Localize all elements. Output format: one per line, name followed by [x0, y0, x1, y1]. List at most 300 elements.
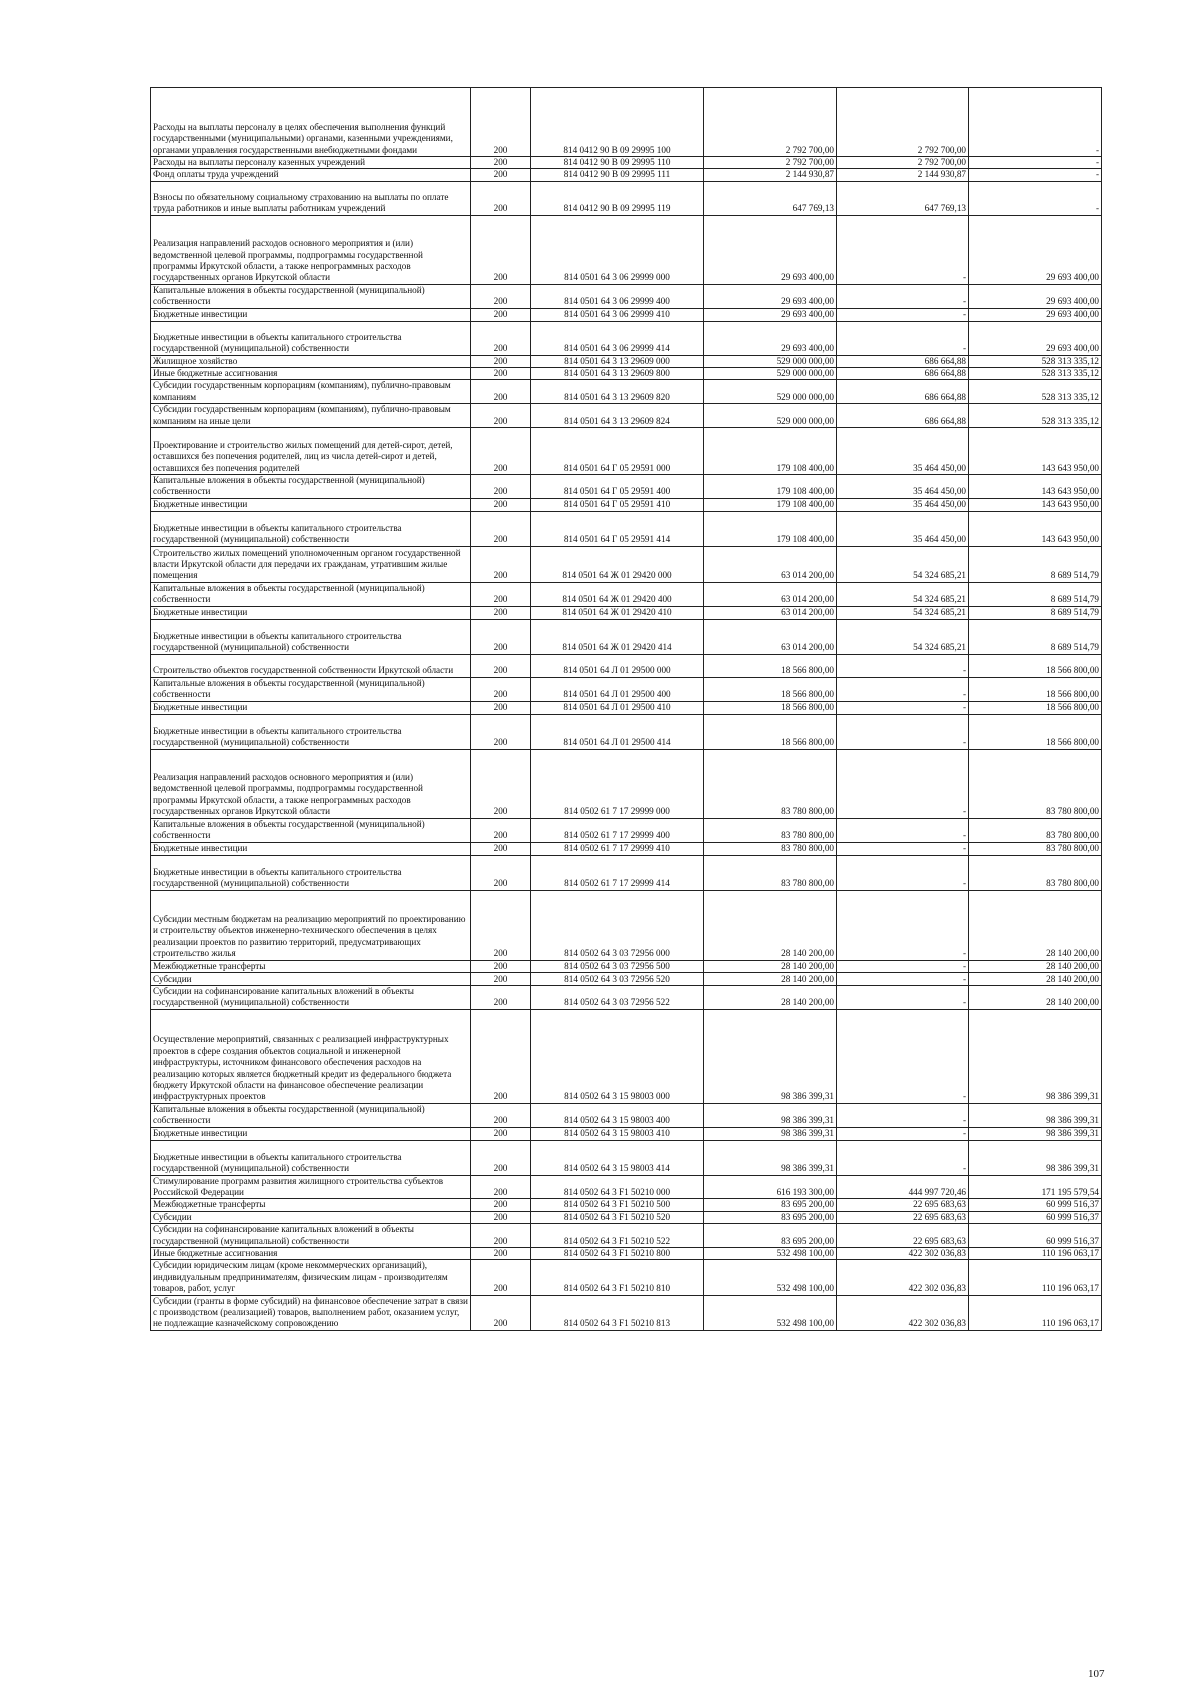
cell-approved-amount: 28 140 200,00 [704, 960, 837, 972]
cell-classification-code: 814 0501 64 3 06 29999 000 [531, 215, 704, 284]
cell-name: Капитальные вложения в объекты государственной (муниципальной) собственности [151, 284, 471, 308]
cell-approved-amount: 529 000 000,00 [704, 404, 837, 428]
cell-executed-amount: - [837, 1140, 969, 1175]
cell-approved-amount: 18 566 800,00 [704, 677, 837, 701]
cell-classification-code: 814 0501 64 Г 05 29591 400 [531, 475, 704, 499]
cell-unexecuted-amount: 28 140 200,00 [969, 972, 1102, 985]
table-row [151, 157, 1102, 169]
table-row [151, 677, 1102, 701]
cell-line-code: 200 [471, 404, 531, 428]
cell-unexecuted-amount: 18 566 800,00 [969, 701, 1102, 714]
cell-classification-code: 814 0501 64 3 13 29609 824 [531, 404, 704, 428]
cell-unexecuted-amount: 29 693 400,00 [969, 215, 1102, 284]
cell-classification-code: 814 0502 64 3 03 72956 520 [531, 972, 704, 985]
cell-approved-amount: 529 000 000,00 [704, 380, 837, 404]
cell-classification-code: 814 0502 64 3 F1 50210 810 [531, 1260, 704, 1295]
table-row [151, 606, 1102, 619]
cell-executed-amount: 444 997 720,46 [837, 1175, 969, 1199]
cell-unexecuted-amount: - [969, 88, 1102, 157]
cell-line-code: 200 [471, 428, 531, 475]
cell-executed-amount: 35 464 450,00 [837, 475, 969, 499]
cell-line-code: 200 [471, 855, 531, 890]
cell-line-code: 200 [471, 368, 531, 380]
table-row [151, 654, 1102, 677]
table-row [151, 546, 1102, 582]
cell-name: Бюджетные инвестиции [151, 701, 471, 714]
cell-name: Капитальные вложения в объекты государственной (муниципальной) собственности [151, 818, 471, 842]
cell-executed-amount: - [837, 701, 969, 714]
cell-unexecuted-amount: 28 140 200,00 [969, 890, 1102, 960]
cell-line-code: 200 [471, 284, 531, 308]
cell-executed-amount: 54 324 685,21 [837, 606, 969, 619]
cell-classification-code: 814 0412 90 В 09 29995 111 [531, 169, 704, 181]
cell-executed-amount: 22 695 683,63 [837, 1199, 969, 1211]
cell-name: Строительство жилых помещений уполномоченным органом государственной власти Иркутской области для передачи их гражданам, утратившим жилые помещения [151, 546, 471, 582]
cell-unexecuted-amount: 83 780 800,00 [969, 749, 1102, 818]
cell-name: Капитальные вложения в объекты государственной (муниципальной) собственности [151, 677, 471, 701]
cell-name: Межбюджетные трансферты [151, 960, 471, 972]
cell-approved-amount: 179 108 400,00 [704, 511, 837, 546]
cell-unexecuted-amount: 98 386 399,31 [969, 1140, 1102, 1175]
cell-name: Осуществление мероприятий, связанных с реализацией инфраструктурных проектов в сфере создания объектов социальной и инженерной инфраструктуры, источником финансового обеспечения расходов на реализацию которых является бюджетный кредит из федерального бюджета бюджету Иркутской области на финансовое обеспечение реализации инфраструктурных проектов [151, 1009, 471, 1103]
cell-name: Субсидии государственным корпорациям (компаниям), публично-правовым компаниям [151, 380, 471, 404]
cell-unexecuted-amount: - [969, 169, 1102, 181]
cell-name: Бюджетные инвестиции [151, 308, 471, 321]
cell-unexecuted-amount: 528 313 335,12 [969, 355, 1102, 367]
cell-name: Строительство объектов государственной собственности Иркутской области [151, 654, 471, 677]
cell-approved-amount: 532 498 100,00 [704, 1247, 837, 1259]
cell-approved-amount: 98 386 399,31 [704, 1103, 837, 1127]
cell-approved-amount: 98 386 399,31 [704, 1140, 837, 1175]
cell-name: Жилищное хозяйство [151, 355, 471, 367]
cell-unexecuted-amount: 28 140 200,00 [969, 960, 1102, 972]
cell-executed-amount: 22 695 683,63 [837, 1224, 969, 1248]
cell-line-code: 200 [471, 842, 531, 855]
cell-line-code: 200 [471, 619, 531, 654]
cell-approved-amount: 18 566 800,00 [704, 654, 837, 677]
cell-line-code: 200 [471, 1199, 531, 1211]
cell-line-code: 200 [471, 1211, 531, 1223]
cell-approved-amount: 29 693 400,00 [704, 308, 837, 321]
cell-name: Стимулирование программ развития жилищного строительства субъектов Российской Федерации [151, 1175, 471, 1199]
cell-line-code: 200 [471, 749, 531, 818]
cell-unexecuted-amount: 110 196 063,17 [969, 1260, 1102, 1295]
cell-classification-code: 814 0412 90 В 09 29995 110 [531, 157, 704, 169]
cell-name: Бюджетные инвестиции в объекты капитального строительства государственной (муниципальной) собственности [151, 855, 471, 890]
cell-approved-amount: 179 108 400,00 [704, 428, 837, 475]
budget-table-container [150, 87, 1101, 1331]
cell-executed-amount: 54 324 685,21 [837, 546, 969, 582]
cell-name: Бюджетные инвестиции [151, 606, 471, 619]
cell-classification-code: 814 0502 64 3 03 72956 500 [531, 960, 704, 972]
table-row [151, 855, 1102, 890]
cell-approved-amount: 179 108 400,00 [704, 498, 837, 511]
cell-unexecuted-amount: 83 780 800,00 [969, 842, 1102, 855]
cell-unexecuted-amount: 83 780 800,00 [969, 855, 1102, 890]
cell-executed-amount: - [837, 308, 969, 321]
cell-name: Субсидии на софинансирование капитальных вложений в объекты государственной (муниципальной) собственности [151, 1224, 471, 1248]
cell-name: Бюджетные инвестиции в объекты капитального строительства государственной (муниципальной) собственности [151, 619, 471, 654]
cell-classification-code: 814 0412 90 В 09 29995 100 [531, 88, 704, 157]
cell-unexecuted-amount: 8 689 514,79 [969, 619, 1102, 654]
cell-executed-amount: - [837, 749, 969, 818]
table-row [151, 1175, 1102, 1199]
table-row [151, 890, 1102, 960]
cell-approved-amount: 63 014 200,00 [704, 619, 837, 654]
cell-executed-amount: 54 324 685,21 [837, 582, 969, 606]
cell-approved-amount: 2 792 700,00 [704, 88, 837, 157]
cell-executed-amount: - [837, 890, 969, 960]
table-row [151, 985, 1102, 1009]
cell-line-code: 200 [471, 181, 531, 215]
cell-executed-amount: 54 324 685,21 [837, 619, 969, 654]
cell-classification-code: 814 0501 64 Ж 01 29420 400 [531, 582, 704, 606]
table-row [151, 842, 1102, 855]
cell-unexecuted-amount: 29 693 400,00 [969, 284, 1102, 308]
cell-classification-code: 814 0501 64 Г 05 29591 000 [531, 428, 704, 475]
cell-name: Субсидии местным бюджетам на реализацию мероприятий по проектированию и строительству объектов инженерно-технического обеспечения в целях реализации проектов по развитию территорий, предусматривающих строительство жилья [151, 890, 471, 960]
cell-line-code: 200 [471, 1127, 531, 1140]
cell-classification-code: 814 0501 64 Г 05 29591 414 [531, 511, 704, 546]
cell-name: Фонд оплаты труда учреждений [151, 169, 471, 181]
table-row [151, 368, 1102, 380]
table-row [151, 582, 1102, 606]
cell-executed-amount: - [837, 215, 969, 284]
table-row [151, 1260, 1102, 1295]
cell-unexecuted-amount: 29 693 400,00 [969, 321, 1102, 355]
cell-classification-code: 814 0502 64 3 F1 50210 522 [531, 1224, 704, 1248]
cell-approved-amount: 98 386 399,31 [704, 1009, 837, 1103]
cell-classification-code: 814 0502 64 3 15 98003 414 [531, 1140, 704, 1175]
cell-approved-amount: 18 566 800,00 [704, 701, 837, 714]
cell-unexecuted-amount: 18 566 800,00 [969, 654, 1102, 677]
cell-executed-amount: 647 769,13 [837, 181, 969, 215]
table-row [151, 749, 1102, 818]
cell-line-code: 200 [471, 582, 531, 606]
cell-classification-code: 814 0502 61 7 17 29999 000 [531, 749, 704, 818]
cell-classification-code: 814 0502 61 7 17 29999 400 [531, 818, 704, 842]
cell-line-code: 200 [471, 1009, 531, 1103]
cell-classification-code: 814 0501 64 3 13 29609 000 [531, 355, 704, 367]
cell-executed-amount: - [837, 972, 969, 985]
cell-unexecuted-amount: 29 693 400,00 [969, 308, 1102, 321]
cell-name: Капитальные вложения в объекты государственной (муниципальной) собственности [151, 1103, 471, 1127]
cell-approved-amount: 83 780 800,00 [704, 842, 837, 855]
table-row [151, 1211, 1102, 1223]
cell-approved-amount: 98 386 399,31 [704, 1127, 837, 1140]
cell-line-code: 200 [471, 1260, 531, 1295]
cell-name: Расходы на выплаты персоналу в целях обеспечения выполнения функций государственными (муниципальными) органами, казенными учреждениями, органами управления государственными внебюджетными фондами [151, 88, 471, 157]
cell-line-code: 200 [471, 88, 531, 157]
cell-name: Бюджетные инвестиции в объекты капитального строительства государственной (муниципальной) собственности [151, 714, 471, 749]
cell-unexecuted-amount: - [969, 157, 1102, 169]
cell-line-code: 200 [471, 321, 531, 355]
cell-name: Бюджетные инвестиции [151, 842, 471, 855]
cell-executed-amount: - [837, 985, 969, 1009]
cell-approved-amount: 83 780 800,00 [704, 818, 837, 842]
cell-name: Реализация направлений расходов основного мероприятия и (или) ведомственной целевой программы, подпрограммы государственной программы Иркутской области, а также непрограммных расходов государственных органов Иркутской области [151, 215, 471, 284]
table-row [151, 215, 1102, 284]
cell-name: Бюджетные инвестиции [151, 498, 471, 511]
cell-executed-amount: - [837, 321, 969, 355]
cell-executed-amount: - [837, 677, 969, 701]
table-row [151, 1009, 1102, 1103]
cell-executed-amount: - [837, 654, 969, 677]
cell-line-code: 200 [471, 606, 531, 619]
cell-classification-code: 814 0502 64 3 F1 50210 500 [531, 1199, 704, 1211]
cell-name: Иные бюджетные ассигнования [151, 368, 471, 380]
table-row [151, 619, 1102, 654]
cell-unexecuted-amount: 528 313 335,12 [969, 380, 1102, 404]
cell-line-code: 200 [471, 475, 531, 499]
cell-line-code: 200 [471, 714, 531, 749]
cell-executed-amount: - [837, 842, 969, 855]
cell-executed-amount: 35 464 450,00 [837, 428, 969, 475]
cell-name: Субсидии (гранты в форме субсидий) на финансовое обеспечение затрат в связи с производством (реализацией) товаров, выполнением работ, оказанием услуг, не подлежащие казначейскому сопровождению [151, 1295, 471, 1330]
cell-name: Субсидии государственным корпорациям (компаниям), публично-правовым компаниям на иные цели [151, 404, 471, 428]
cell-executed-amount: 2 792 700,00 [837, 88, 969, 157]
cell-executed-amount: - [837, 960, 969, 972]
cell-name: Межбюджетные трансферты [151, 1199, 471, 1211]
cell-classification-code: 814 0502 64 3 F1 50210 520 [531, 1211, 704, 1223]
table-row [151, 1224, 1102, 1248]
table-row [151, 818, 1102, 842]
cell-name: Иные бюджетные ассигнования [151, 1247, 471, 1259]
cell-name: Субсидии на софинансирование капитальных вложений в объекты государственной (муниципальной) собственности [151, 985, 471, 1009]
cell-executed-amount: 422 302 036,83 [837, 1247, 969, 1259]
table-row [151, 308, 1102, 321]
cell-approved-amount: 83 695 200,00 [704, 1199, 837, 1211]
cell-line-code: 200 [471, 1224, 531, 1248]
cell-classification-code: 814 0501 64 Л 01 29500 414 [531, 714, 704, 749]
cell-line-code: 200 [471, 960, 531, 972]
cell-line-code: 200 [471, 654, 531, 677]
cell-executed-amount: - [837, 818, 969, 842]
cell-name: Капитальные вложения в объекты государственной (муниципальной) собственности [151, 582, 471, 606]
table-row [151, 511, 1102, 546]
cell-name: Бюджетные инвестиции [151, 1127, 471, 1140]
cell-line-code: 200 [471, 890, 531, 960]
cell-classification-code: 814 0412 90 В 09 29995 119 [531, 181, 704, 215]
cell-approved-amount: 83 695 200,00 [704, 1211, 837, 1223]
cell-approved-amount: 2 144 930,87 [704, 169, 837, 181]
cell-approved-amount: 179 108 400,00 [704, 475, 837, 499]
page-number: 107 [1088, 1668, 1105, 1680]
budget-execution-table [150, 87, 1102, 1331]
cell-name: Проектирование и строительство жилых помещений для детей-сирот, детей, оставшихся без попечения родителей, лиц из числа детей-сирот и детей, оставшихся без попечения родителей [151, 428, 471, 475]
cell-line-code: 200 [471, 985, 531, 1009]
cell-name: Бюджетные инвестиции в объекты капитального строительства государственной (муниципальной) собственности [151, 321, 471, 355]
cell-line-code: 200 [471, 972, 531, 985]
cell-classification-code: 814 0501 64 Л 01 29500 410 [531, 701, 704, 714]
cell-approved-amount: 529 000 000,00 [704, 368, 837, 380]
cell-classification-code: 814 0502 64 3 15 98003 410 [531, 1127, 704, 1140]
cell-classification-code: 814 0502 64 3 03 72956 522 [531, 985, 704, 1009]
table-row [151, 321, 1102, 355]
cell-approved-amount: 83 780 800,00 [704, 855, 837, 890]
table-row [151, 1103, 1102, 1127]
cell-classification-code: 814 0501 64 Ж 01 29420 410 [531, 606, 704, 619]
cell-executed-amount: - [837, 714, 969, 749]
cell-unexecuted-amount: 110 196 063,17 [969, 1295, 1102, 1330]
cell-approved-amount: 29 693 400,00 [704, 215, 837, 284]
cell-executed-amount: - [837, 1103, 969, 1127]
cell-executed-amount: - [837, 284, 969, 308]
cell-line-code: 200 [471, 1175, 531, 1199]
cell-unexecuted-amount: 143 643 950,00 [969, 498, 1102, 511]
cell-approved-amount: 18 566 800,00 [704, 714, 837, 749]
cell-name: Субсидии [151, 1211, 471, 1223]
cell-line-code: 200 [471, 1295, 531, 1330]
cell-classification-code: 814 0501 64 Л 01 29500 400 [531, 677, 704, 701]
cell-classification-code: 814 0501 64 Л 01 29500 000 [531, 654, 704, 677]
table-row [151, 428, 1102, 475]
cell-classification-code: 814 0501 64 Ж 01 29420 000 [531, 546, 704, 582]
cell-classification-code: 814 0502 61 7 17 29999 414 [531, 855, 704, 890]
cell-name: Взносы по обязательному социальному страхованию на выплаты по оплате труда работников и иные выплаты работникам учреждений [151, 181, 471, 215]
cell-unexecuted-amount: 143 643 950,00 [969, 475, 1102, 499]
table-row [151, 972, 1102, 985]
table-row [151, 1247, 1102, 1259]
cell-name: Капитальные вложения в объекты государственной (муниципальной) собственности [151, 475, 471, 499]
cell-executed-amount: - [837, 1127, 969, 1140]
cell-approved-amount: 83 780 800,00 [704, 749, 837, 818]
table-row [151, 169, 1102, 181]
cell-line-code: 200 [471, 355, 531, 367]
table-row [151, 1295, 1102, 1330]
cell-classification-code: 814 0502 64 3 15 98003 000 [531, 1009, 704, 1103]
cell-executed-amount: 686 664,88 [837, 380, 969, 404]
cell-approved-amount: 63 014 200,00 [704, 582, 837, 606]
cell-name: Реализация направлений расходов основного мероприятия и (или) ведомственной целевой программы, подпрограммы государственной программы Иркутской области, а также непрограммных расходов государственных органов Иркутской области [151, 749, 471, 818]
cell-executed-amount: 2 144 930,87 [837, 169, 969, 181]
cell-classification-code: 814 0502 61 7 17 29999 410 [531, 842, 704, 855]
cell-classification-code: 814 0501 64 3 06 29999 410 [531, 308, 704, 321]
cell-unexecuted-amount: 98 386 399,31 [969, 1127, 1102, 1140]
cell-approved-amount: 616 193 300,00 [704, 1175, 837, 1199]
table-row [151, 355, 1102, 367]
table-row [151, 284, 1102, 308]
cell-line-code: 200 [471, 1247, 531, 1259]
cell-classification-code: 814 0501 64 3 13 29609 820 [531, 380, 704, 404]
cell-executed-amount: 2 792 700,00 [837, 157, 969, 169]
cell-approved-amount: 532 498 100,00 [704, 1295, 837, 1330]
cell-executed-amount: - [837, 1009, 969, 1103]
cell-classification-code: 814 0501 64 Ж 01 29420 414 [531, 619, 704, 654]
cell-approved-amount: 28 140 200,00 [704, 985, 837, 1009]
table-row [151, 181, 1102, 215]
cell-executed-amount: 35 464 450,00 [837, 498, 969, 511]
cell-approved-amount: 647 769,13 [704, 181, 837, 215]
cell-unexecuted-amount: 143 643 950,00 [969, 511, 1102, 546]
table-row [151, 380, 1102, 404]
cell-line-code: 200 [471, 215, 531, 284]
cell-unexecuted-amount: 98 386 399,31 [969, 1103, 1102, 1127]
cell-line-code: 200 [471, 677, 531, 701]
cell-unexecuted-amount: 8 689 514,79 [969, 582, 1102, 606]
cell-executed-amount: 422 302 036,83 [837, 1295, 969, 1330]
cell-unexecuted-amount: 528 313 335,12 [969, 368, 1102, 380]
cell-name: Бюджетные инвестиции в объекты капитального строительства государственной (муниципальной) собственности [151, 511, 471, 546]
cell-unexecuted-amount: 171 195 579,54 [969, 1175, 1102, 1199]
cell-line-code: 200 [471, 1140, 531, 1175]
cell-unexecuted-amount: 528 313 335,12 [969, 404, 1102, 428]
cell-classification-code: 814 0502 64 3 F1 50210 813 [531, 1295, 704, 1330]
cell-name: Субсидии [151, 972, 471, 985]
table-row [151, 475, 1102, 499]
cell-approved-amount: 29 693 400,00 [704, 321, 837, 355]
cell-line-code: 200 [471, 818, 531, 842]
table-body [151, 88, 1102, 1331]
cell-approved-amount: 83 695 200,00 [704, 1224, 837, 1248]
cell-unexecuted-amount: 110 196 063,17 [969, 1247, 1102, 1259]
cell-classification-code: 814 0502 64 3 15 98003 400 [531, 1103, 704, 1127]
table-row [151, 498, 1102, 511]
cell-approved-amount: 28 140 200,00 [704, 890, 837, 960]
cell-line-code: 200 [471, 157, 531, 169]
cell-executed-amount: 686 664,88 [837, 368, 969, 380]
cell-classification-code: 814 0502 64 3 03 72956 000 [531, 890, 704, 960]
cell-name: Субсидии юридическим лицам (кроме некоммерческих организаций), индивидуальным предпринимателям, физическим лицам - производителям товаров, работ, услуг [151, 1260, 471, 1295]
cell-name: Бюджетные инвестиции в объекты капитального строительства государственной (муниципальной) собственности [151, 1140, 471, 1175]
cell-line-code: 200 [471, 511, 531, 546]
cell-classification-code: 814 0501 64 3 06 29999 400 [531, 284, 704, 308]
cell-unexecuted-amount: 18 566 800,00 [969, 714, 1102, 749]
cell-approved-amount: 28 140 200,00 [704, 972, 837, 985]
cell-line-code: 200 [471, 169, 531, 181]
cell-unexecuted-amount: - [969, 181, 1102, 215]
cell-approved-amount: 2 792 700,00 [704, 157, 837, 169]
cell-unexecuted-amount: 60 999 516,37 [969, 1211, 1102, 1223]
cell-approved-amount: 29 693 400,00 [704, 284, 837, 308]
cell-unexecuted-amount: 8 689 514,79 [969, 546, 1102, 582]
cell-line-code: 200 [471, 1103, 531, 1127]
cell-unexecuted-amount: 28 140 200,00 [969, 985, 1102, 1009]
cell-executed-amount: 422 302 036,83 [837, 1260, 969, 1295]
cell-line-code: 200 [471, 498, 531, 511]
cell-name: Расходы на выплаты персоналу казенных учреждений [151, 157, 471, 169]
cell-classification-code: 814 0502 64 3 F1 50210 000 [531, 1175, 704, 1199]
table-row [151, 960, 1102, 972]
cell-approved-amount: 63 014 200,00 [704, 546, 837, 582]
cell-executed-amount: 22 695 683,63 [837, 1211, 969, 1223]
table-row [151, 1140, 1102, 1175]
cell-approved-amount: 529 000 000,00 [704, 355, 837, 367]
cell-line-code: 200 [471, 546, 531, 582]
cell-executed-amount: - [837, 855, 969, 890]
cell-line-code: 200 [471, 308, 531, 321]
table-row [151, 714, 1102, 749]
table-row [151, 701, 1102, 714]
cell-classification-code: 814 0501 64 Г 05 29591 410 [531, 498, 704, 511]
cell-classification-code: 814 0501 64 3 13 29609 800 [531, 368, 704, 380]
cell-executed-amount: 35 464 450,00 [837, 511, 969, 546]
cell-line-code: 200 [471, 701, 531, 714]
cell-line-code: 200 [471, 380, 531, 404]
table-row [151, 1199, 1102, 1211]
cell-approved-amount: 532 498 100,00 [704, 1260, 837, 1295]
cell-executed-amount: 686 664,88 [837, 355, 969, 367]
cell-classification-code: 814 0501 64 3 06 29999 414 [531, 321, 704, 355]
cell-approved-amount: 63 014 200,00 [704, 606, 837, 619]
cell-unexecuted-amount: 83 780 800,00 [969, 818, 1102, 842]
cell-classification-code: 814 0502 64 3 F1 50210 800 [531, 1247, 704, 1259]
cell-unexecuted-amount: 143 643 950,00 [969, 428, 1102, 475]
cell-unexecuted-amount: 8 689 514,79 [969, 606, 1102, 619]
cell-unexecuted-amount: 60 999 516,37 [969, 1199, 1102, 1211]
table-row [151, 88, 1102, 157]
table-row [151, 404, 1102, 428]
